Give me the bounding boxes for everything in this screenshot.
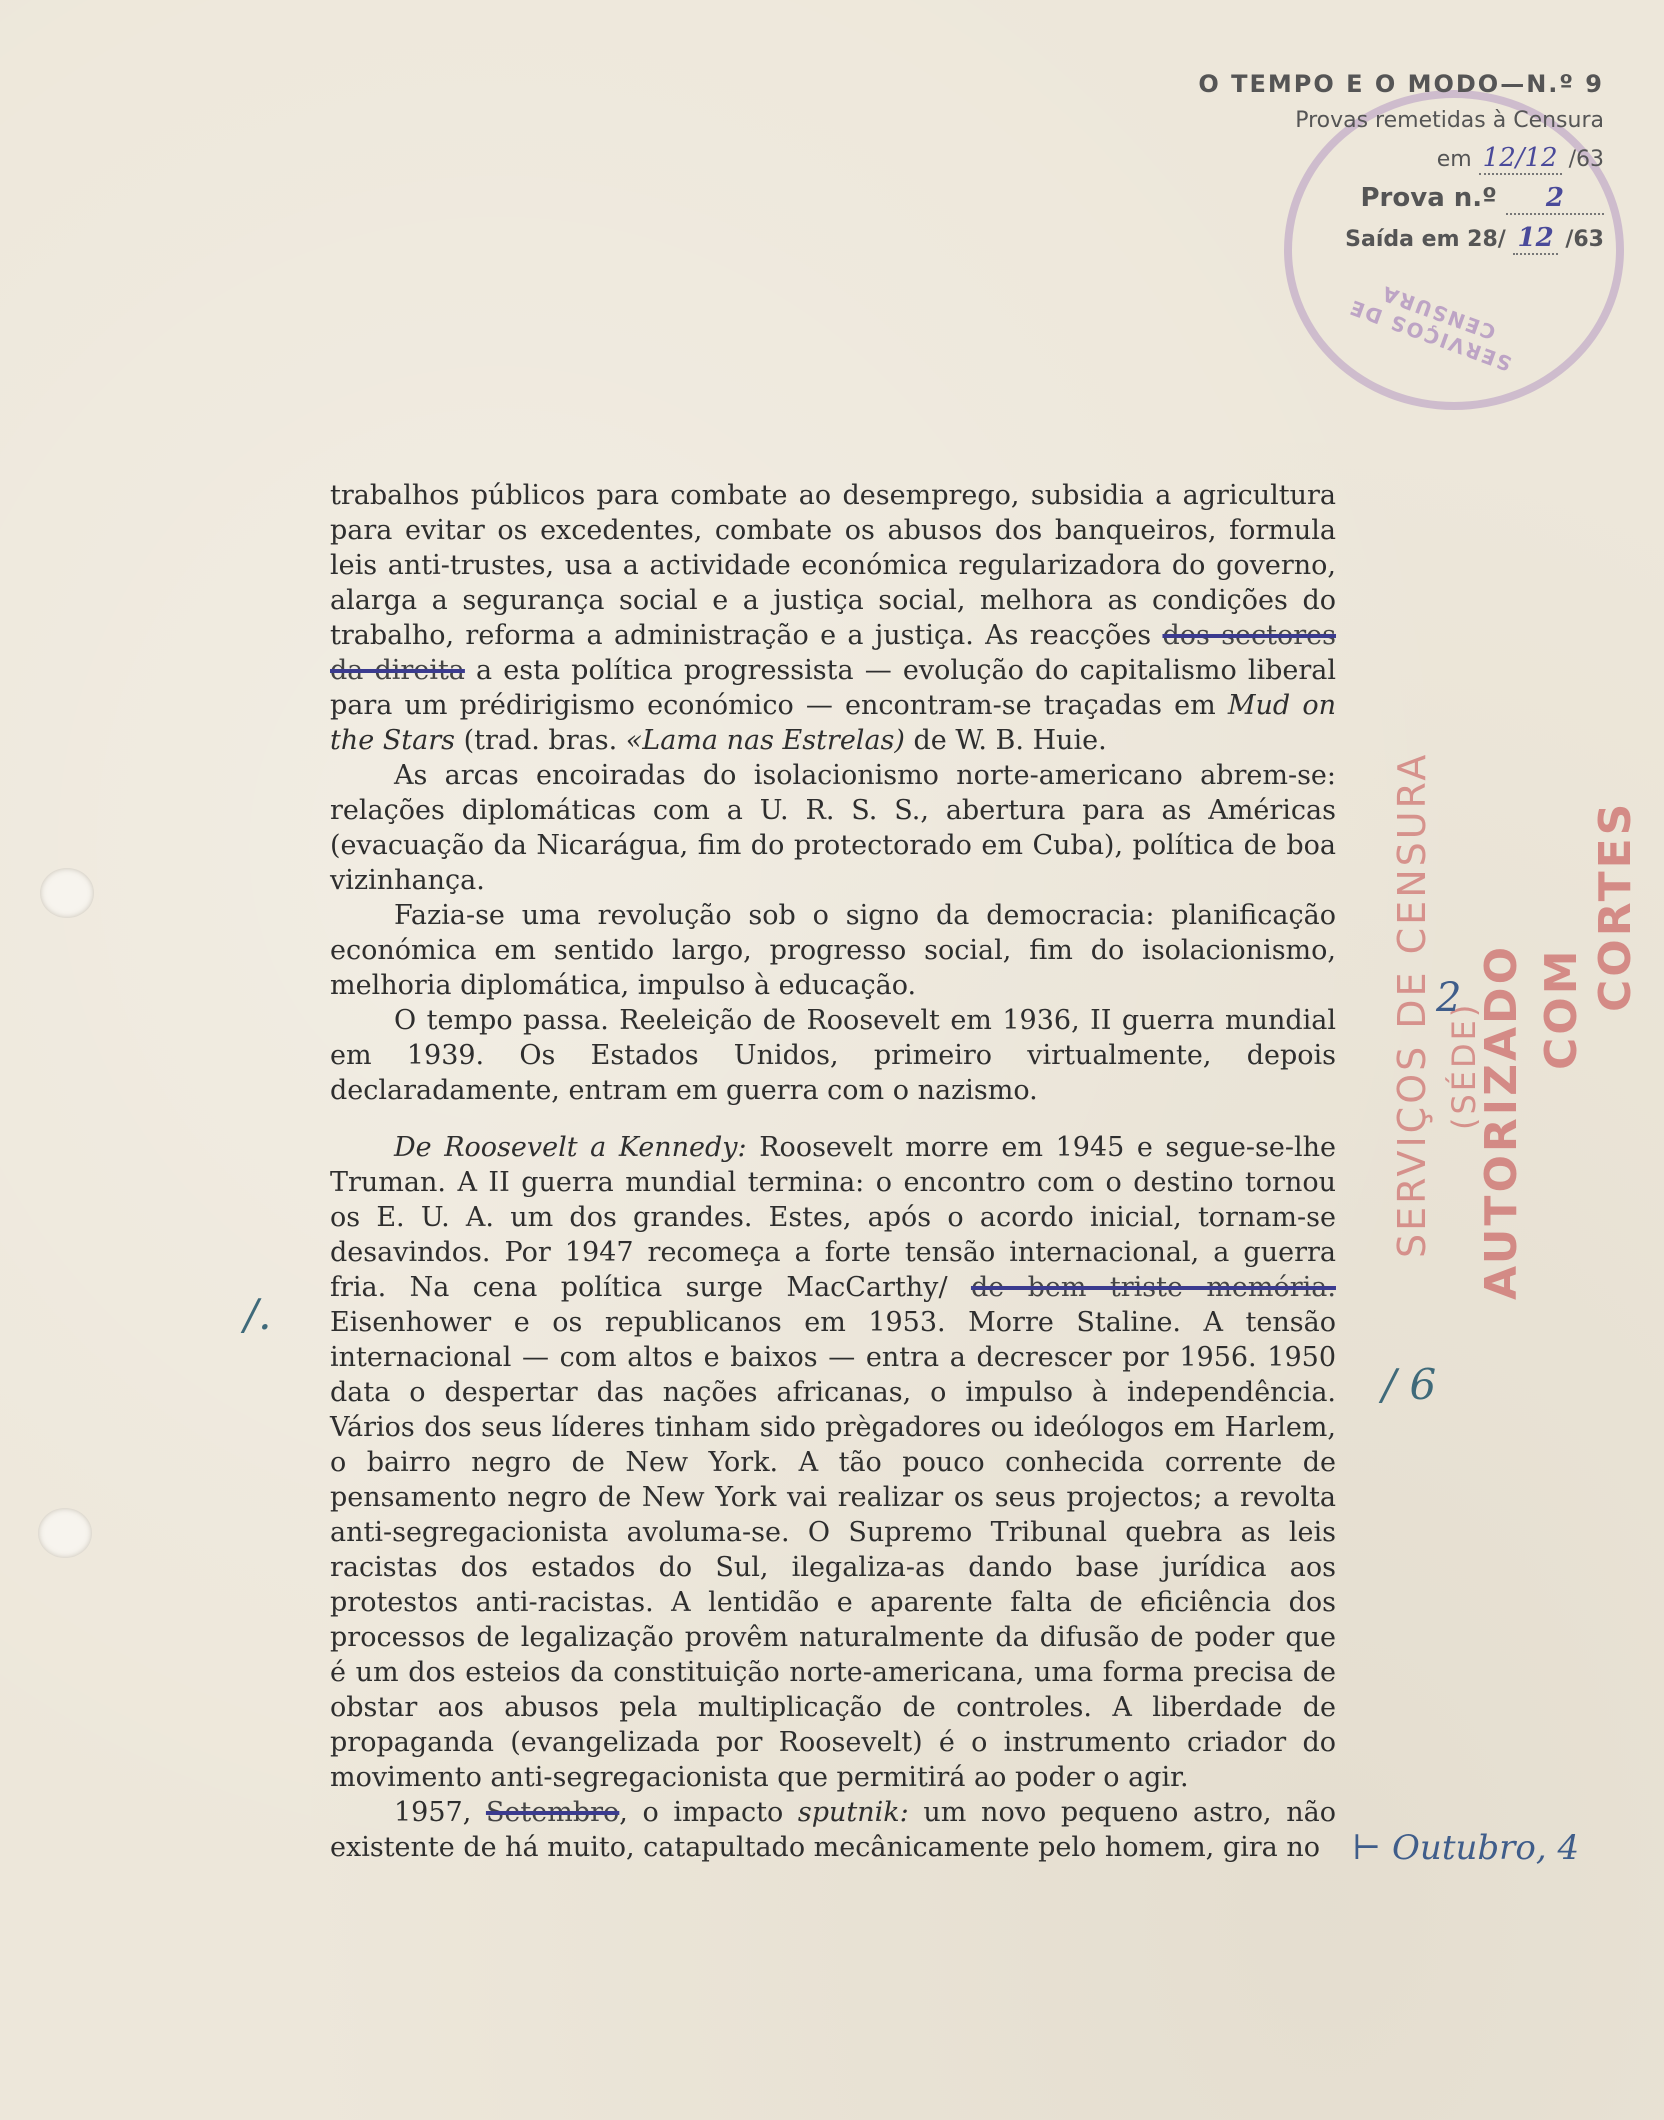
- p5-struck-text: de bem triste memória.: [970, 1272, 1336, 1303]
- magazine-title: O TEMPO E O MODO—N.º 9: [1198, 70, 1604, 98]
- proof-number-line: [1164, 183, 1604, 213]
- p1-struck-text: dos sectores da direita: [330, 620, 1337, 686]
- article-body: [330, 478, 1336, 1865]
- exit-date-line: [1164, 223, 1604, 253]
- stamp-sede: (SÉDE): [1445, 1001, 1483, 1130]
- paragraph-6: [330, 1795, 1336, 1865]
- stamp-autorizado: AUTORIZADO: [1476, 944, 1527, 1300]
- round-stamp-text: SERVIÇOS DE CENSURA: [1345, 280, 1515, 376]
- paragraph-2: As arcas encoiradas do isolacionismo norte-americano abrem-se: relações diplomáticas com a U. R. S. S., abertura para as Américas (evacuação da Nicarágua, fim do protectorado em Cuba), política de boa vizinhança.: [330, 760, 1336, 896]
- exit-date-prefix: Saída em 28/: [1345, 227, 1506, 252]
- exit-date-suffix: /63: [1565, 227, 1604, 252]
- proofs-sent-line: Provas remetidas à Censura: [1295, 108, 1604, 133]
- paragraph-5: [330, 1130, 1336, 1795]
- punch-hole-bottom: [38, 1508, 92, 1558]
- section-heading: De Roosevelt a Kennedy:: [394, 1132, 747, 1163]
- proof-number-label: Prova n.º: [1360, 183, 1497, 213]
- paragraph-3: Fazia-se uma revolução sob o signo da democracia: planificação económica em sentido largo, progresso social, fim do isolacionismo, melhoria diplomática, impulso à educação.: [330, 900, 1336, 1001]
- sent-date-handwritten: 12/12: [1479, 143, 1562, 175]
- paragraph-1: [330, 478, 1336, 758]
- sent-date-line: [1164, 143, 1604, 173]
- p1-translated-title: «Lama nas Estrelas): [625, 725, 905, 756]
- p5-text-b: Eisenhower e os republicanos em 1953. Morre Staline. A tensão internacional — com altos e baixos — entra a decrescer por 1956. 1950 data o despertar das nações africanas, o impulso à independência. Vários dos seus líderes tinham sido prègadores ou ideólogos em Harlem, o bairro negro de New York. A tão pouco conhecida corrente de pensamento negro de New York vai realizar os seus projectos; a revolta anti-segregacionista avoluma-se. O Supremo Tribunal quebra as leis racistas dos estados do Sul, ilegaliza-as dando base jurídica aos protestos anti-racistas. A lentidão e aparente falta de eficiência dos processos de legalização provêm naturalmente da difusão de poder que é um dos esteios da constituição norte-americana, uma forma precisa de obstar aos abusos pela multiplicação de controles. A liberdade de propaganda (evangelizada por Roosevelt) é o instrumento criador do movimento anti-segregacionista que permitirá ao poder o agir.: [330, 1307, 1336, 1793]
- sent-date-prefix: em: [1436, 147, 1472, 172]
- handwritten-2: 2: [1436, 975, 1462, 1021]
- right-margin-mark: / 6: [1382, 1360, 1437, 1409]
- p6-text-a: 1957,: [394, 1797, 486, 1828]
- p1-text-d: de W. B. Huie.: [904, 725, 1107, 756]
- p1-text-a: trabalhos públicos para combate ao desemprego, subsidia a agricultura para evitar os excedentes, combate os abusos dos banqueiros, formula leis anti-trustes, usa a actividade económica regularizadora do governo, alarga a segurança social e a justiça social, melhora as condições do trabalho, reforma a administração e a justiça. As reacções: [330, 480, 1336, 651]
- date-margin-note: ⊢ Outubro, 4: [1352, 1828, 1580, 1868]
- p1-text-c: (trad. bras.: [455, 725, 626, 756]
- stamp-cortes: CORTES: [1590, 800, 1641, 1012]
- paragraph-4: O tempo passa. Reeleição de Roosevelt em 1936, II guerra mundial em 1939. Os Estados Unidos, primeiro virtualmente, depois declaradamente, entram em guerra com o nazismo.: [330, 1005, 1336, 1106]
- stamp-servicos-de-censura: SERVIÇOS DE CENSURA: [1390, 751, 1434, 1258]
- stamp-com: COM: [1536, 947, 1587, 1070]
- left-margin-mark: /.: [244, 1290, 272, 1339]
- punch-hole-top: [40, 868, 94, 918]
- p1-book-title: Mud on the Stars: [330, 690, 1337, 756]
- p6-text-c: um novo pequeno astro, não existente de há muito, catapultado mecânicamente pelo homem, gira no: [330, 1797, 1336, 1863]
- p1-text-b: a esta política progressista — evolução do capitalismo liberal para um prédirigismo económico — encontram-se traçadas em: [330, 655, 1336, 721]
- proof-header: [1164, 70, 1604, 253]
- p6-text-b: , o impacto: [619, 1797, 798, 1828]
- proof-number-handwritten: 2: [1506, 183, 1604, 215]
- p6-italic: sputnik:: [797, 1797, 909, 1828]
- sent-date-suffix: /63: [1568, 147, 1604, 172]
- p6-struck-text: Setembro: [485, 1797, 620, 1828]
- p5-text-a: Roosevelt morre em 1945 e segue-se-lhe Truman. A II guerra mundial termina: o encontro com o destino tornou os E. U. A. um dos grandes. Estes, após o acordo inicial, tornam-se desavindos. Por 1947 recomeça a forte tensão internacional, a guerra fria. Na cena política surge MacCarthy/: [330, 1132, 1336, 1303]
- exit-date-handwritten: 12: [1513, 223, 1557, 255]
